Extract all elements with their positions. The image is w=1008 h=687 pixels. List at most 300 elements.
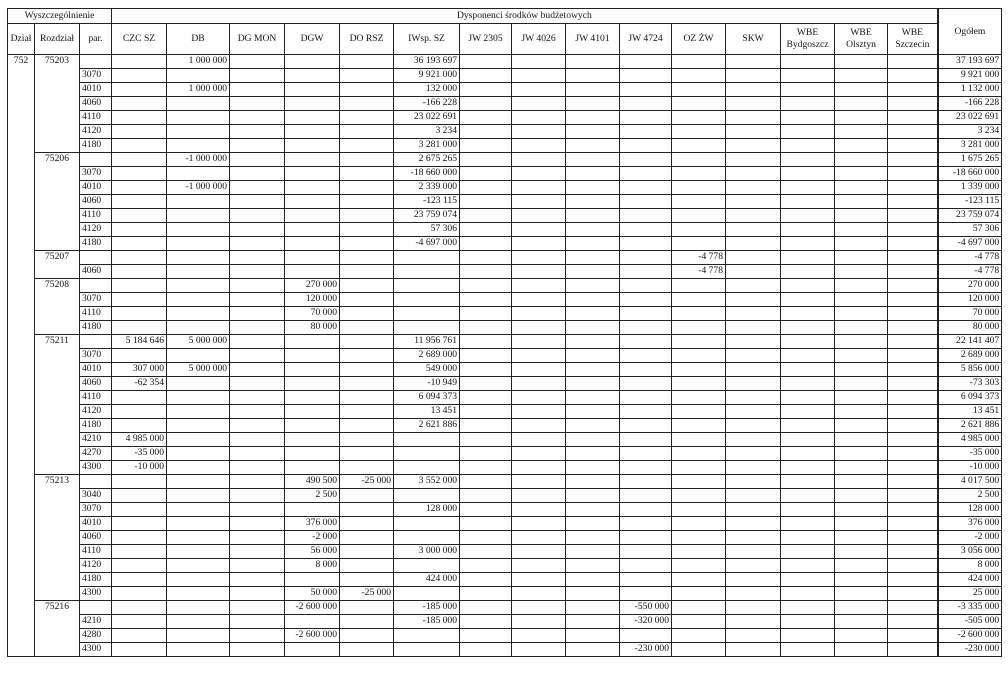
cell-value xyxy=(566,167,620,181)
cell-value xyxy=(112,559,167,573)
cell-total: 22 141 407 xyxy=(938,335,1002,349)
cell-value xyxy=(726,545,781,559)
cell-value xyxy=(167,97,230,111)
cell-value xyxy=(781,629,835,643)
cell-value: 490 500 xyxy=(285,475,340,489)
cell-value xyxy=(835,531,888,545)
cell-value xyxy=(340,307,394,321)
cell-value xyxy=(512,377,566,391)
cell-value xyxy=(835,153,888,167)
cell-par xyxy=(80,251,112,265)
cell-value xyxy=(726,405,781,419)
cell-value xyxy=(566,237,620,251)
cell-value xyxy=(167,111,230,125)
cell-value xyxy=(394,643,460,657)
cell-value xyxy=(230,167,285,181)
cell-value xyxy=(230,55,285,69)
cell-value xyxy=(285,251,340,265)
cell-value xyxy=(460,279,512,293)
cell-value xyxy=(672,419,726,433)
cell-value xyxy=(566,139,620,153)
cell-value xyxy=(835,587,888,601)
cell-value xyxy=(394,559,460,573)
table-row xyxy=(8,461,1002,475)
cell-value xyxy=(726,307,781,321)
cell-value xyxy=(888,69,938,83)
cell-value xyxy=(230,307,285,321)
cell-value xyxy=(835,377,888,391)
cell-value: 80 000 xyxy=(285,321,340,335)
cell-value xyxy=(167,391,230,405)
cell-par: 3040 xyxy=(80,489,112,503)
cell-value xyxy=(394,531,460,545)
header-disponent: DO RSZ xyxy=(340,24,394,55)
cell-value xyxy=(230,265,285,279)
cell-value xyxy=(566,545,620,559)
cell-value xyxy=(726,265,781,279)
cell-value xyxy=(620,139,672,153)
cell-value xyxy=(340,279,394,293)
table-row xyxy=(8,265,1002,279)
cell-value xyxy=(230,419,285,433)
cell-value xyxy=(835,629,888,643)
cell-value xyxy=(460,503,512,517)
cell-value xyxy=(672,97,726,111)
cell-value: -550 000 xyxy=(620,601,672,615)
cell-par xyxy=(80,475,112,489)
table-row xyxy=(8,447,1002,461)
cell-value xyxy=(112,531,167,545)
header-disponent: IWsp. SZ xyxy=(394,24,460,55)
cell-value xyxy=(672,531,726,545)
cell-value xyxy=(726,643,781,657)
cell-value xyxy=(167,643,230,657)
cell-total: -230 000 xyxy=(938,643,1002,657)
cell-value xyxy=(512,643,566,657)
table-row xyxy=(8,111,1002,125)
cell-value xyxy=(620,489,672,503)
cell-value xyxy=(620,55,672,69)
cell-value xyxy=(781,223,835,237)
cell-value xyxy=(340,223,394,237)
cell-rozdzial: 75206 xyxy=(35,153,80,251)
cell-value: 9 921 000 xyxy=(394,69,460,83)
cell-par xyxy=(80,55,112,69)
cell-total: 270 000 xyxy=(938,279,1002,293)
cell-value xyxy=(888,433,938,447)
cell-value xyxy=(167,167,230,181)
cell-value xyxy=(566,461,620,475)
table-header xyxy=(8,9,1002,55)
cell-value xyxy=(112,587,167,601)
cell-value xyxy=(512,125,566,139)
cell-value xyxy=(285,167,340,181)
cell-value xyxy=(781,559,835,573)
table-row xyxy=(8,209,1002,223)
cell-value xyxy=(460,195,512,209)
cell-value xyxy=(460,573,512,587)
header-disponent: DG MON xyxy=(230,24,285,55)
cell-value xyxy=(112,83,167,97)
cell-value xyxy=(566,181,620,195)
cell-total: 1 339 000 xyxy=(938,181,1002,195)
table-row xyxy=(8,405,1002,419)
cell-value xyxy=(726,461,781,475)
cell-total: 6 094 373 xyxy=(938,391,1002,405)
cell-value xyxy=(512,629,566,643)
cell-value xyxy=(340,139,394,153)
cell-value: -62 354 xyxy=(112,377,167,391)
cell-value xyxy=(566,55,620,69)
cell-total: 80 000 xyxy=(938,321,1002,335)
cell-value xyxy=(672,321,726,335)
cell-value xyxy=(620,475,672,489)
cell-value xyxy=(512,265,566,279)
cell-value xyxy=(672,629,726,643)
cell-value xyxy=(726,559,781,573)
cell-value xyxy=(167,237,230,251)
cell-value xyxy=(672,139,726,153)
cell-value xyxy=(781,587,835,601)
cell-value xyxy=(112,405,167,419)
cell-total: -166 228 xyxy=(938,97,1002,111)
cell-value xyxy=(460,335,512,349)
cell-value xyxy=(112,321,167,335)
cell-value xyxy=(835,559,888,573)
cell-value xyxy=(566,223,620,237)
cell-value xyxy=(285,419,340,433)
cell-value xyxy=(781,419,835,433)
cell-value xyxy=(835,307,888,321)
cell-value xyxy=(340,153,394,167)
cell-value: -1 000 000 xyxy=(167,153,230,167)
cell-value xyxy=(340,195,394,209)
cell-value xyxy=(566,559,620,573)
cell-value xyxy=(781,433,835,447)
cell-value xyxy=(460,629,512,643)
cell-value xyxy=(835,167,888,181)
cell-value xyxy=(672,447,726,461)
cell-value xyxy=(512,307,566,321)
header-disponent: WBE Bydgoszcz xyxy=(781,24,835,55)
cell-value xyxy=(460,111,512,125)
cell-value xyxy=(781,265,835,279)
header-wyszczegolnienie: Wyszczególnienie xyxy=(8,9,112,24)
cell-value xyxy=(112,601,167,615)
cell-value xyxy=(781,377,835,391)
cell-value xyxy=(230,279,285,293)
cell-value: 424 000 xyxy=(394,573,460,587)
cell-value xyxy=(781,461,835,475)
cell-value xyxy=(620,419,672,433)
cell-value xyxy=(726,195,781,209)
cell-value xyxy=(781,573,835,587)
cell-value xyxy=(781,349,835,363)
cell-value xyxy=(566,447,620,461)
cell-value: -4 778 xyxy=(672,251,726,265)
header-rozdzial: Rozdział xyxy=(35,24,80,55)
cell-value: -1 000 000 xyxy=(167,181,230,195)
cell-value xyxy=(167,321,230,335)
cell-value xyxy=(230,517,285,531)
cell-value xyxy=(167,545,230,559)
cell-par: 4300 xyxy=(80,643,112,657)
cell-value xyxy=(566,503,620,517)
cell-value: -4 697 000 xyxy=(394,237,460,251)
cell-value xyxy=(888,237,938,251)
cell-value xyxy=(835,517,888,531)
cell-value xyxy=(672,223,726,237)
cell-value xyxy=(340,461,394,475)
cell-value xyxy=(285,643,340,657)
cell-value xyxy=(781,209,835,223)
cell-value xyxy=(566,433,620,447)
cell-value xyxy=(672,489,726,503)
cell-value xyxy=(285,391,340,405)
cell-value xyxy=(781,475,835,489)
cell-par xyxy=(80,601,112,615)
cell-value xyxy=(566,293,620,307)
cell-total: 25 000 xyxy=(938,587,1002,601)
cell-value xyxy=(620,223,672,237)
cell-value xyxy=(672,83,726,97)
cell-value xyxy=(285,69,340,83)
cell-value xyxy=(620,573,672,587)
cell-value: 11 956 761 xyxy=(394,335,460,349)
cell-value xyxy=(112,307,167,321)
cell-total: -4 778 xyxy=(938,251,1002,265)
cell-value xyxy=(672,601,726,615)
cell-value xyxy=(781,601,835,615)
table-row xyxy=(8,223,1002,237)
cell-value xyxy=(512,419,566,433)
cell-value: 549 000 xyxy=(394,363,460,377)
cell-value: 3 281 000 xyxy=(394,139,460,153)
cell-value: -18 660 000 xyxy=(394,167,460,181)
cell-value xyxy=(167,475,230,489)
cell-value xyxy=(888,251,938,265)
cell-value xyxy=(112,643,167,657)
cell-value xyxy=(340,517,394,531)
cell-value: 1 000 000 xyxy=(167,55,230,69)
cell-value xyxy=(394,293,460,307)
cell-value xyxy=(340,181,394,195)
cell-value xyxy=(340,321,394,335)
cell-value xyxy=(340,111,394,125)
cell-value: 4 985 000 xyxy=(112,433,167,447)
cell-value xyxy=(460,55,512,69)
cell-value xyxy=(781,335,835,349)
cell-total: 57 306 xyxy=(938,223,1002,237)
cell-value xyxy=(888,377,938,391)
cell-value xyxy=(512,167,566,181)
cell-value xyxy=(394,265,460,279)
table-row xyxy=(8,279,1002,293)
cell-value xyxy=(340,209,394,223)
cell-value xyxy=(672,237,726,251)
cell-par: 4120 xyxy=(80,559,112,573)
cell-value xyxy=(394,307,460,321)
cell-value xyxy=(112,475,167,489)
cell-value xyxy=(394,447,460,461)
cell-value xyxy=(340,237,394,251)
cell-value xyxy=(167,517,230,531)
cell-value xyxy=(512,279,566,293)
cell-value xyxy=(620,251,672,265)
cell-value xyxy=(340,265,394,279)
cell-value xyxy=(167,265,230,279)
cell-value xyxy=(230,83,285,97)
cell-value xyxy=(340,531,394,545)
table-row xyxy=(8,643,1002,657)
table-row xyxy=(8,153,1002,167)
cell-value xyxy=(512,475,566,489)
cell-total: 8 000 xyxy=(938,559,1002,573)
cell-value xyxy=(512,391,566,405)
cell-value xyxy=(167,307,230,321)
cell-value xyxy=(394,279,460,293)
cell-par: 4120 xyxy=(80,223,112,237)
cell-value xyxy=(620,433,672,447)
cell-value xyxy=(512,111,566,125)
cell-value xyxy=(888,475,938,489)
cell-value xyxy=(285,237,340,251)
cell-value xyxy=(781,405,835,419)
cell-value xyxy=(888,615,938,629)
cell-value xyxy=(781,153,835,167)
cell-value xyxy=(620,83,672,97)
cell-value xyxy=(566,97,620,111)
cell-value: 5 000 000 xyxy=(167,363,230,377)
cell-value xyxy=(230,181,285,195)
cell-value xyxy=(394,489,460,503)
cell-total: 23 759 074 xyxy=(938,209,1002,223)
cell-value xyxy=(512,251,566,265)
cell-value xyxy=(888,559,938,573)
cell-value xyxy=(620,377,672,391)
cell-value: -25 000 xyxy=(340,587,394,601)
cell-value: 2 339 000 xyxy=(394,181,460,195)
cell-total: -35 000 xyxy=(938,447,1002,461)
cell-value xyxy=(285,573,340,587)
cell-value xyxy=(230,153,285,167)
cell-value xyxy=(167,125,230,139)
cell-value xyxy=(566,377,620,391)
cell-total: -18 660 000 xyxy=(938,167,1002,181)
cell-value xyxy=(888,97,938,111)
cell-value xyxy=(230,587,285,601)
cell-value xyxy=(167,615,230,629)
cell-value xyxy=(835,125,888,139)
cell-value xyxy=(167,377,230,391)
cell-value xyxy=(672,377,726,391)
cell-value xyxy=(672,559,726,573)
cell-value xyxy=(230,601,285,615)
cell-par: 3070 xyxy=(80,69,112,83)
cell-value: 13 451 xyxy=(394,405,460,419)
cell-value xyxy=(781,69,835,83)
cell-value xyxy=(672,517,726,531)
table-row xyxy=(8,195,1002,209)
cell-value xyxy=(672,545,726,559)
cell-par: 3070 xyxy=(80,293,112,307)
cell-value xyxy=(394,587,460,601)
cell-value xyxy=(460,615,512,629)
cell-par: 4110 xyxy=(80,391,112,405)
cell-value xyxy=(112,573,167,587)
cell-total: 23 022 691 xyxy=(938,111,1002,125)
cell-value xyxy=(340,391,394,405)
header-disponent: JW 4026 xyxy=(512,24,566,55)
cell-value xyxy=(672,69,726,83)
cell-total: 9 921 000 xyxy=(938,69,1002,83)
cell-total: 128 000 xyxy=(938,503,1002,517)
cell-value xyxy=(781,167,835,181)
table-row xyxy=(8,615,1002,629)
cell-value: 56 000 xyxy=(285,545,340,559)
cell-value xyxy=(726,447,781,461)
cell-value xyxy=(167,573,230,587)
cell-value xyxy=(835,363,888,377)
cell-value: -166 228 xyxy=(394,97,460,111)
cell-value: 128 000 xyxy=(394,503,460,517)
cell-value xyxy=(340,125,394,139)
cell-value xyxy=(835,83,888,97)
cell-value xyxy=(512,587,566,601)
cell-value xyxy=(285,461,340,475)
cell-value xyxy=(888,195,938,209)
cell-value xyxy=(167,419,230,433)
cell-value: 2 621 886 xyxy=(394,419,460,433)
cell-value xyxy=(566,391,620,405)
cell-value xyxy=(620,335,672,349)
cell-rozdzial: 75213 xyxy=(35,475,80,601)
cell-value xyxy=(835,55,888,69)
cell-value xyxy=(512,237,566,251)
cell-total: 4 985 000 xyxy=(938,433,1002,447)
cell-value xyxy=(460,293,512,307)
cell-value xyxy=(512,405,566,419)
cell-par xyxy=(80,335,112,349)
cell-value xyxy=(888,181,938,195)
cell-value xyxy=(726,531,781,545)
cell-value xyxy=(460,251,512,265)
cell-value xyxy=(888,587,938,601)
cell-value xyxy=(394,433,460,447)
cell-par xyxy=(80,153,112,167)
cell-value xyxy=(835,447,888,461)
cell-total: 37 193 697 xyxy=(938,55,1002,69)
header-disponent: DGW xyxy=(285,24,340,55)
cell-value xyxy=(285,265,340,279)
cell-par: 4180 xyxy=(80,237,112,251)
cell-value xyxy=(167,69,230,83)
cell-value xyxy=(167,629,230,643)
cell-value xyxy=(726,125,781,139)
cell-value xyxy=(460,97,512,111)
cell-value xyxy=(566,419,620,433)
header-disponent: JW 4724 xyxy=(620,24,672,55)
cell-value xyxy=(620,363,672,377)
cell-value xyxy=(112,517,167,531)
cell-par: 4180 xyxy=(80,139,112,153)
cell-value xyxy=(566,573,620,587)
cell-value xyxy=(620,167,672,181)
table-row xyxy=(8,545,1002,559)
cell-value xyxy=(566,335,620,349)
table-row xyxy=(8,97,1002,111)
cell-value xyxy=(620,587,672,601)
